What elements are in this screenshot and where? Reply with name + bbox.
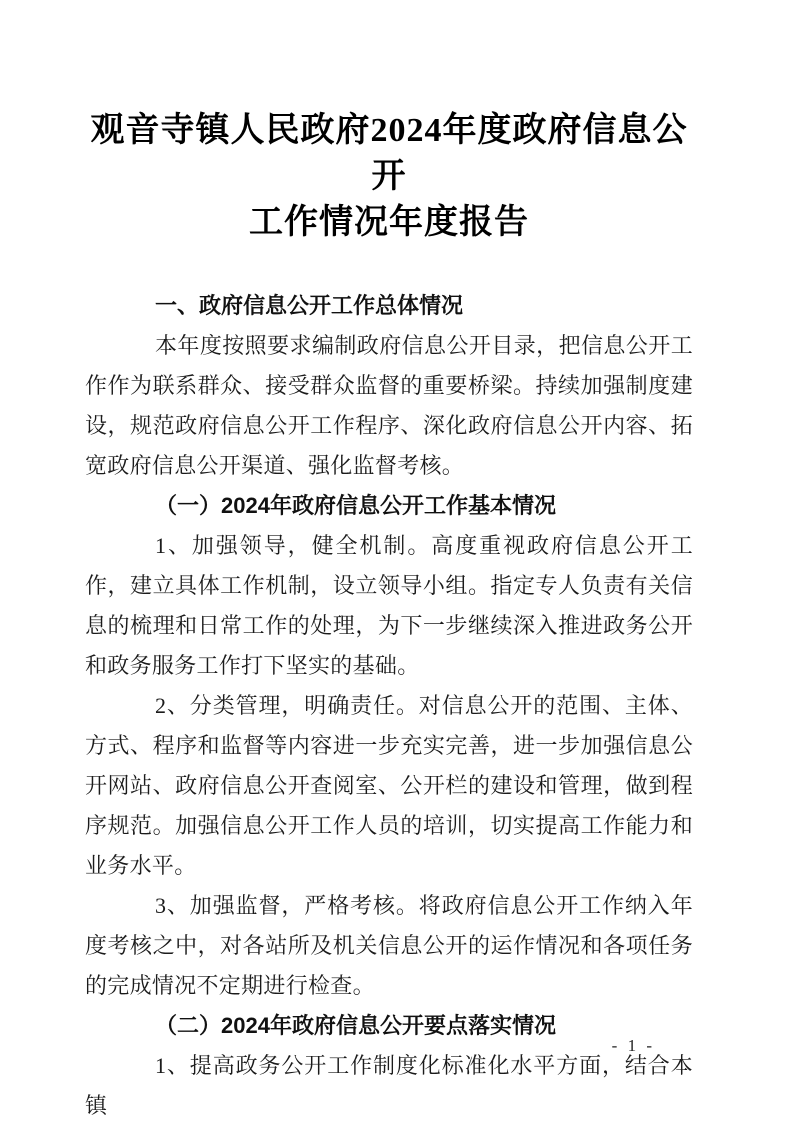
document-body: [85, 286, 693, 1122]
paragraph-classified-management: 2、分类管理，明确责任。对信息公开的范围、主体、方式、程序和监督等内容进一步充实完善，进一步加强信息公开网站、政府信息公开查阅室、公开栏的建设和管理，做到程序规范。加强信息公开工作人员的培训，切实提高工作能力和业务水平。: [85, 693, 693, 878]
subsection-heading-basic-situation: （一）2024年政府信息公开工作基本情况: [155, 493, 556, 518]
paragraph-improve-standardization: 1、提高政务公开工作制度化标准化水平方面，结合本镇: [85, 1053, 693, 1118]
document-title: [85, 108, 693, 246]
subsection-heading-key-points: （二）2024年政府信息公开要点落实情况: [155, 1013, 556, 1038]
paragraph-strengthen-supervision: 3、加强监督，严格考核。将政府信息公开工作纳入年度考核之中，对各站所及机关信息公开的运作情况和各项任务的完成情况不定期进行检查。: [85, 893, 693, 998]
section-heading-overall-situation: 一、政府信息公开工作总体情况: [155, 293, 464, 318]
document-title-line1: 观音寺镇人民政府2024年度政府信息公开: [90, 112, 688, 195]
page-number: - 1 -: [611, 1036, 655, 1055]
document-title-line2: 工作情况年度报告: [249, 204, 529, 241]
paragraph-strengthen-leadership: 1、加强领导，健全机制。高度重视政府信息公开工作，建立具体工作机制，设立领导小组。指定专人负责有关信息的梳理和日常工作的处理，为下一步继续深入推进政务公开和政务服务工作打下坚实的基础。: [85, 533, 693, 678]
paragraph-overall-summary: 本年度按照要求编制政府信息公开目录，把信息公开工作作为联系群众、接受群众监督的重要桥梁。持续加强制度建设，规范政府信息公开工作程序、深化政府信息公开内容、拓宽政府信息公开渠道、强化监督考核。: [85, 333, 693, 478]
